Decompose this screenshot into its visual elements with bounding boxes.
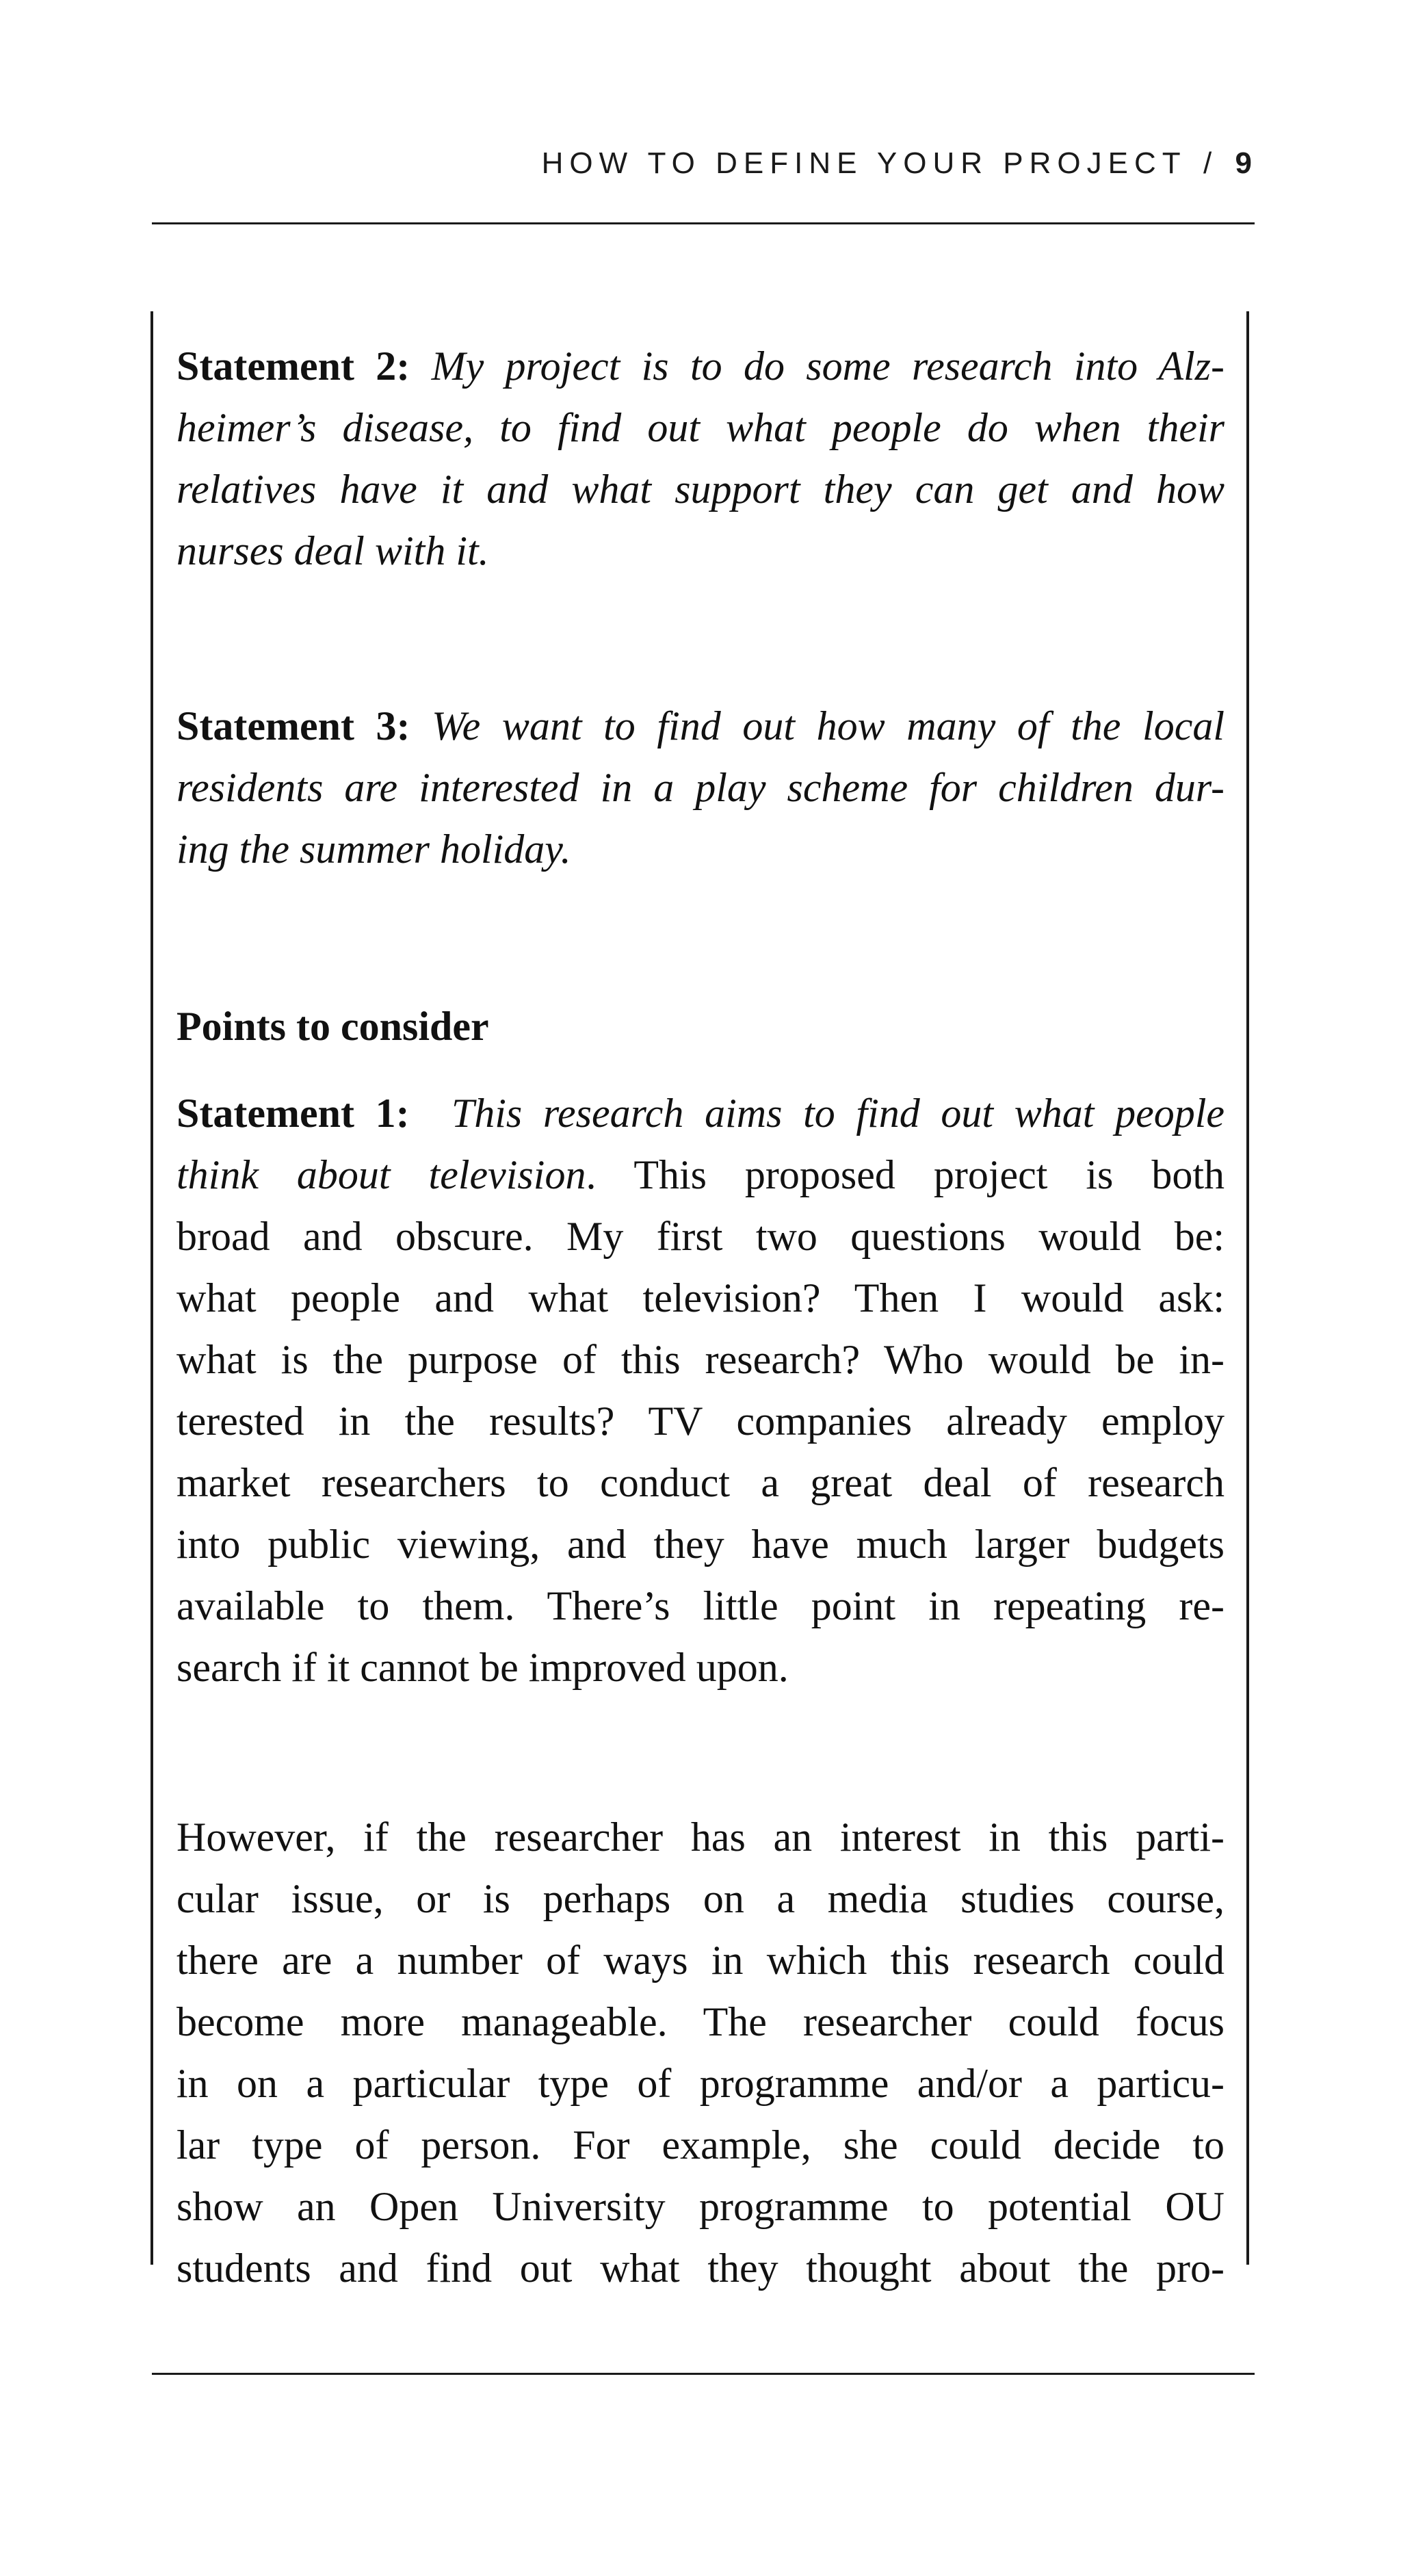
statement-3-line bbox=[176, 757, 1225, 818]
statement-3-text: ing the summer holiday. bbox=[176, 827, 571, 872]
statement-3-line bbox=[176, 695, 1225, 757]
statement-1-quote: think about television bbox=[176, 1152, 586, 1197]
however-line: show an Open University programme to potential OU bbox=[176, 2184, 1225, 2229]
statement-1-line: broad and obscure. My first two questions would be: bbox=[176, 1214, 1225, 1259]
however-line: However, if the researcher has an interest in this parti- bbox=[176, 1814, 1225, 1860]
statement-1-line: what people and what television? Then I would ask: bbox=[176, 1275, 1225, 1320]
statement-1-line: search if it cannot be improved upon. bbox=[176, 1645, 789, 1690]
statement-2-line bbox=[176, 458, 1225, 520]
statement-1-line: available to them. There’s little point in repeating re- bbox=[176, 1583, 1225, 1628]
top-rule bbox=[152, 222, 1255, 224]
statement-2-line bbox=[176, 335, 1225, 397]
however-paragraph bbox=[176, 1806, 1225, 2299]
statement-1-text: . This proposed project is both bbox=[586, 1152, 1225, 1197]
page-number: 9 bbox=[1235, 146, 1252, 180]
statement-2-paragraph bbox=[176, 335, 1225, 582]
statement-1-quote: This research aims to find out what people bbox=[451, 1091, 1225, 1136]
statement-2-text: heimer’s disease, to find out what people do when their bbox=[176, 405, 1225, 450]
statement-1-line bbox=[176, 1144, 1225, 1206]
statement-1-line: what is the purpose of this research? Who would be in- bbox=[176, 1337, 1225, 1382]
statement-2-line bbox=[176, 520, 1225, 582]
running-title: HOW TO DEFINE YOUR PROJECT bbox=[541, 146, 1186, 180]
statement-3-label: Statement 3: bbox=[176, 703, 410, 749]
statement-3-text: We want to find out how many of the local bbox=[432, 703, 1225, 749]
statement-1-line bbox=[176, 1082, 1225, 1144]
header-separator: / bbox=[1203, 146, 1218, 180]
box-right-border bbox=[1246, 311, 1249, 2265]
statement-3-line bbox=[176, 818, 1225, 880]
however-line: cular issue, or is perhaps on a media studies course, bbox=[176, 1876, 1225, 1921]
box-left-border bbox=[150, 311, 153, 2265]
bottom-rule bbox=[152, 2373, 1255, 2375]
statement-2-text: My project is to do some research into Alz- bbox=[431, 343, 1225, 389]
statement-2-label: Statement 2: bbox=[176, 343, 410, 389]
statement-1-label: Statement 1: bbox=[176, 1091, 410, 1136]
however-line: become more manageable. The researcher could focus bbox=[176, 1999, 1225, 2044]
statement-1-line: terested in the results? TV companies already employ bbox=[176, 1398, 1225, 1444]
statement-3-paragraph bbox=[176, 695, 1225, 880]
however-line: students and find out what they thought about the pro- bbox=[176, 2246, 1225, 2291]
statement-1-line: market researchers to conduct a great deal of research bbox=[176, 1460, 1225, 1505]
however-line: lar type of person. For example, she could decide to bbox=[176, 2122, 1225, 2168]
statement-2-line bbox=[176, 397, 1225, 458]
statement-1-paragraph bbox=[176, 1082, 1225, 1698]
however-line: there are a number of ways in which this research could bbox=[176, 1938, 1225, 1983]
however-line: in on a particular type of programme and/or a particu- bbox=[176, 2061, 1225, 2106]
running-head bbox=[542, 146, 1252, 181]
statement-3-text: residents are interested in a play scheme for children dur- bbox=[176, 765, 1225, 810]
statement-2-text: nurses deal with it. bbox=[176, 528, 489, 573]
statement-2-text: relatives have it and what support they can get and how bbox=[176, 467, 1225, 512]
points-to-consider-heading: Points to consider bbox=[176, 1004, 489, 1049]
statement-1-line: into public viewing, and they have much larger budgets bbox=[176, 1522, 1225, 1567]
